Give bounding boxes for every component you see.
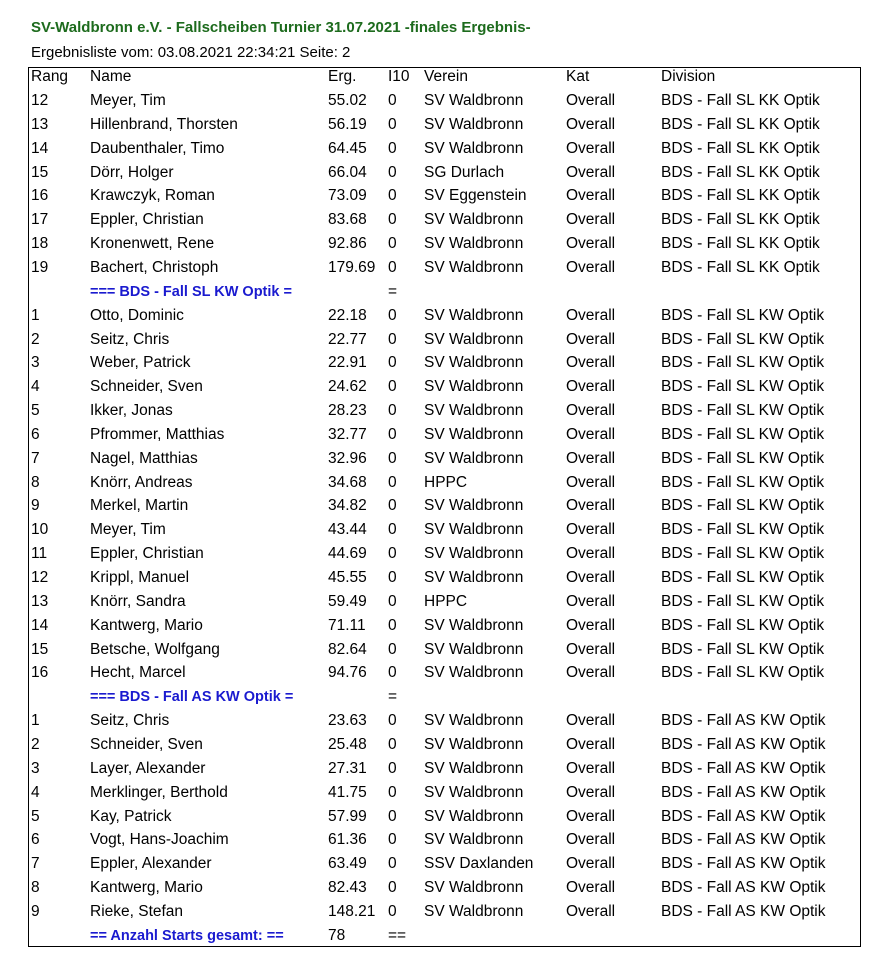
- cell-name: Otto, Dominic: [90, 306, 184, 324]
- cell-name: Knörr, Andreas: [90, 473, 193, 491]
- cell-i10: 0: [388, 783, 397, 801]
- cell-i10: 0: [388, 354, 397, 372]
- cell-name: Vogt, Hans-Joachim: [90, 831, 229, 849]
- cell-division: BDS - Fall SL KW Optik: [661, 592, 825, 610]
- cell-verein: SV Waldbronn: [424, 235, 524, 253]
- cell-division: BDS - Fall SL KW Optik: [661, 425, 825, 443]
- cell-verein: SV Waldbronn: [424, 92, 524, 109]
- cell-verein: SV Waldbronn: [424, 807, 524, 825]
- cell-rang: 15: [31, 163, 49, 181]
- cell-rang: 17: [31, 211, 49, 229]
- cell-division: BDS - Fall SL KW Optik: [661, 473, 825, 491]
- column-header-i10: I10: [388, 68, 410, 85]
- cell-verein: SV Waldbronn: [424, 616, 524, 634]
- cell-verein: SV Eggenstein: [424, 187, 527, 205]
- cell-rang: 8: [31, 879, 40, 897]
- cell-name: == Anzahl Starts gesamt: ==: [90, 927, 284, 944]
- cell-name: Weber, Patrick: [90, 354, 191, 372]
- cell-division: BDS - Fall SL KW Optik: [661, 330, 825, 348]
- cell-name: Betsche, Wolfgang: [90, 640, 220, 658]
- cell-name: Schneider, Sven: [90, 735, 203, 753]
- cell-verein: SV Waldbronn: [424, 330, 524, 348]
- cell-verein: SV Waldbronn: [424, 545, 524, 563]
- cell-erg: 71.11: [328, 616, 366, 634]
- cell-i10: 0: [388, 592, 397, 610]
- report-title: SV-Waldbronn e.V. - Fallscheiben Turnier 31.07.2021 -finales Ergebnis-: [31, 19, 531, 36]
- cell-division: BDS - Fall SL KK Optik: [661, 139, 820, 157]
- cell-rang: 5: [31, 807, 40, 825]
- cell-kat: Overall: [566, 521, 616, 539]
- cell-verein: SV Waldbronn: [424, 115, 524, 133]
- cell-division: BDS - Fall SL KK Optik: [661, 115, 820, 133]
- cell-kat: Overall: [566, 592, 616, 610]
- cell-erg: 82.64: [328, 640, 367, 658]
- cell-erg: 43.44: [328, 521, 367, 539]
- cell-name: Schneider, Sven: [90, 378, 203, 396]
- cell-erg: 28.23: [328, 402, 367, 420]
- cell-erg: 148.21: [328, 902, 376, 920]
- cell-i10: 0: [388, 521, 397, 539]
- cell-kat: Overall: [566, 354, 616, 372]
- cell-name: Pfrommer, Matthias: [90, 425, 225, 443]
- cell-name: Eppler, Christian: [90, 545, 204, 563]
- column-header-erg: Erg.: [328, 68, 357, 85]
- cell-division: BDS - Fall SL KW Optik: [661, 497, 825, 515]
- cell-name: Daubenthaler, Timo: [90, 139, 225, 157]
- cell-verein: SV Waldbronn: [424, 402, 524, 420]
- cell-erg: 22.91: [328, 354, 367, 372]
- cell-kat: Overall: [566, 258, 616, 276]
- cell-verein: SV Waldbronn: [424, 258, 524, 276]
- cell-division: BDS - Fall SL KK Optik: [661, 211, 820, 229]
- cell-rang: 14: [31, 139, 49, 157]
- cell-rang: 7: [31, 449, 40, 467]
- column-header-rang: Rang: [31, 68, 69, 85]
- cell-division: BDS - Fall AS KW Optik: [661, 712, 826, 730]
- cell-name: Kronenwett, Rene: [90, 235, 215, 253]
- cell-rang: 4: [31, 783, 40, 801]
- cell-erg: 61.36: [328, 831, 367, 849]
- cell-kat: Overall: [566, 879, 616, 897]
- cell-erg: 32.77: [328, 425, 367, 443]
- cell-i10: 0: [388, 831, 397, 849]
- cell-rang: 19: [31, 258, 49, 276]
- cell-name: Ikker, Jonas: [90, 402, 173, 420]
- cell-rang: 1: [31, 712, 40, 730]
- cell-verein: HPPC: [424, 592, 468, 610]
- cell-name: Dörr, Holger: [90, 163, 174, 181]
- cell-division: BDS - Fall SL KW Optik: [661, 306, 825, 324]
- cell-i10: 0: [388, 545, 397, 563]
- cell-i10: 0: [388, 235, 397, 253]
- cell-kat: Overall: [566, 807, 616, 825]
- cell-i10: ==: [388, 926, 407, 944]
- cell-i10: 0: [388, 735, 397, 753]
- cell-kat: Overall: [566, 783, 616, 801]
- cell-erg: 92.86: [328, 235, 367, 253]
- cell-division: BDS - Fall SL KW Optik: [661, 402, 825, 420]
- cell-rang: 14: [31, 616, 49, 634]
- cell-kat: Overall: [566, 569, 616, 586]
- cell-erg: 22.77: [328, 330, 367, 348]
- cell-rang: 16: [31, 187, 49, 205]
- cell-i10: 0: [388, 616, 397, 634]
- cell-division: BDS - Fall SL KW Optik: [661, 354, 825, 372]
- cell-verein: SV Waldbronn: [424, 306, 524, 324]
- cell-verein: SV Waldbronn: [424, 759, 524, 777]
- cell-rang: 7: [31, 855, 40, 873]
- cell-division: BDS - Fall AS KW Optik: [661, 879, 826, 897]
- cell-verein: SV Waldbronn: [424, 640, 524, 658]
- cell-division: BDS - Fall SL KW Optik: [661, 616, 825, 634]
- results-table: [28, 67, 861, 947]
- cell-name: Seitz, Chris: [90, 712, 170, 730]
- cell-erg: 24.62: [328, 378, 367, 396]
- cell-division: BDS - Fall AS KW Optik: [661, 759, 826, 777]
- cell-erg: 23.63: [328, 712, 367, 730]
- cell-i10: 0: [388, 258, 397, 276]
- cell-erg: 63.49: [328, 855, 367, 873]
- column-header-kat: Kat: [566, 68, 590, 85]
- cell-name: Kantwerg, Mario: [90, 879, 203, 897]
- cell-rang: 1: [31, 306, 40, 324]
- cell-i10: 0: [388, 497, 397, 515]
- column-header-name: Name: [90, 68, 132, 85]
- cell-kat: Overall: [566, 497, 616, 515]
- cell-i10: 0: [388, 879, 397, 897]
- cell-division: BDS - Fall SL KK Optik: [661, 92, 820, 109]
- cell-erg: 82.43: [328, 879, 367, 897]
- cell-division: BDS - Fall AS KW Optik: [661, 783, 826, 801]
- cell-kat: Overall: [566, 449, 616, 467]
- column-header-verein: Verein: [424, 68, 468, 85]
- cell-division: BDS - Fall SL KW Optik: [661, 640, 825, 658]
- cell-name: Rieke, Stefan: [90, 902, 184, 920]
- cell-verein: SV Waldbronn: [424, 783, 524, 801]
- cell-rang: 3: [31, 759, 40, 777]
- cell-verein: HPPC: [424, 473, 468, 491]
- cell-erg: 22.18: [328, 306, 367, 324]
- cell-i10: =: [388, 688, 398, 706]
- cell-erg: 34.68: [328, 473, 367, 491]
- cell-name: Merklinger, Berthold: [90, 783, 228, 801]
- cell-erg: 179.69: [328, 258, 376, 276]
- cell-name: Kay, Patrick: [90, 807, 172, 825]
- cell-kat: Overall: [566, 712, 616, 730]
- cell-name: Nagel, Matthias: [90, 449, 198, 467]
- cell-kat: Overall: [566, 163, 616, 181]
- cell-name: Eppler, Christian: [90, 211, 204, 229]
- cell-erg: 44.69: [328, 545, 367, 563]
- cell-kat: Overall: [566, 211, 616, 229]
- cell-i10: 0: [388, 569, 397, 586]
- cell-division: BDS - Fall SL KK Optik: [661, 187, 820, 205]
- cell-i10: 0: [388, 187, 397, 205]
- cell-name: Merkel, Martin: [90, 497, 189, 515]
- cell-division: BDS - Fall AS KW Optik: [661, 735, 826, 753]
- cell-rang: 9: [31, 902, 40, 920]
- cell-name: === BDS - Fall SL KW Optik =: [90, 283, 292, 300]
- cell-rang: 13: [31, 115, 49, 133]
- cell-division: BDS - Fall SL KW Optik: [661, 569, 825, 586]
- cell-verein: SV Waldbronn: [424, 664, 524, 682]
- cell-erg: 45.55: [328, 569, 367, 586]
- cell-verein: SV Waldbronn: [424, 354, 524, 372]
- cell-kat: Overall: [566, 425, 616, 443]
- cell-verein: SV Waldbronn: [424, 497, 524, 515]
- cell-name: Meyer, Tim: [90, 521, 166, 539]
- cell-verein: SV Waldbronn: [424, 569, 524, 586]
- column-header-division: Division: [661, 68, 716, 85]
- report-subtitle: Ergebnisliste vom: 03.08.2021 22:34:21 Seite: 2: [31, 44, 351, 61]
- cell-rang: 4: [31, 378, 40, 396]
- cell-kat: Overall: [566, 664, 616, 682]
- cell-i10: 0: [388, 330, 397, 348]
- cell-rang: 2: [31, 330, 40, 348]
- cell-division: BDS - Fall AS KW Optik: [661, 902, 826, 920]
- cell-kat: Overall: [566, 831, 616, 849]
- cell-rang: 16: [31, 664, 49, 682]
- cell-division: BDS - Fall SL KW Optik: [661, 378, 825, 396]
- cell-rang: 15: [31, 640, 49, 658]
- cell-erg: 73.09: [328, 187, 367, 205]
- cell-erg: 32.96: [328, 449, 367, 467]
- cell-erg: 66.04: [328, 163, 367, 181]
- cell-name: Layer, Alexander: [90, 759, 206, 777]
- cell-i10: 0: [388, 378, 397, 396]
- cell-kat: Overall: [566, 330, 616, 348]
- cell-division: BDS - Fall SL KW Optik: [661, 449, 825, 467]
- cell-verein: SSV Daxlanden: [424, 855, 534, 873]
- cell-name: Hecht, Marcel: [90, 664, 186, 682]
- cell-kat: Overall: [566, 402, 616, 420]
- cell-erg: 25.48: [328, 735, 367, 753]
- cell-verein: SV Waldbronn: [424, 831, 524, 849]
- cell-verein: SV Waldbronn: [424, 449, 524, 467]
- cell-name: Eppler, Alexander: [90, 855, 212, 873]
- cell-name: Knörr, Sandra: [90, 592, 186, 610]
- cell-i10: 0: [388, 115, 397, 133]
- cell-kat: Overall: [566, 306, 616, 324]
- cell-name: Krawczyk, Roman: [90, 187, 215, 205]
- cell-i10: 0: [388, 664, 397, 682]
- cell-rang: 6: [31, 831, 40, 849]
- cell-name: Krippl, Manuel: [90, 569, 190, 586]
- cell-i10: 0: [388, 640, 397, 658]
- cell-erg: 83.68: [328, 211, 367, 229]
- cell-rang: 18: [31, 235, 49, 253]
- cell-name: Kantwerg, Mario: [90, 616, 203, 634]
- cell-rang: 6: [31, 425, 40, 443]
- cell-erg: 94.76: [328, 664, 367, 682]
- cell-i10: 0: [388, 92, 397, 109]
- cell-i10: 0: [388, 807, 397, 825]
- cell-verein: SV Waldbronn: [424, 521, 524, 539]
- cell-i10: =: [388, 282, 398, 300]
- cell-rang: 9: [31, 497, 40, 515]
- cell-division: BDS - Fall SL KK Optik: [661, 258, 820, 276]
- cell-i10: 0: [388, 139, 397, 157]
- cell-rang: 12: [31, 92, 49, 109]
- cell-verein: SV Waldbronn: [424, 139, 524, 157]
- cell-erg: 78: [328, 926, 346, 944]
- cell-erg: 57.99: [328, 807, 367, 825]
- cell-i10: 0: [388, 473, 397, 491]
- cell-name: Meyer, Tim: [90, 92, 166, 109]
- cell-kat: Overall: [566, 545, 616, 563]
- cell-kat: Overall: [566, 640, 616, 658]
- cell-i10: 0: [388, 759, 397, 777]
- cell-erg: 59.49: [328, 592, 367, 610]
- cell-rang: 13: [31, 592, 49, 610]
- cell-division: BDS - Fall SL KW Optik: [661, 545, 825, 563]
- cell-verein: SV Waldbronn: [424, 902, 524, 920]
- cell-i10: 0: [388, 402, 397, 420]
- cell-kat: Overall: [566, 759, 616, 777]
- cell-division: BDS - Fall AS KW Optik: [661, 831, 826, 849]
- cell-verein: SG Durlach: [424, 163, 505, 181]
- cell-kat: Overall: [566, 735, 616, 753]
- cell-verein: SV Waldbronn: [424, 425, 524, 443]
- cell-name: Hillenbrand, Thorsten: [90, 115, 238, 133]
- cell-kat: Overall: [566, 616, 616, 634]
- cell-kat: Overall: [566, 92, 616, 109]
- cell-kat: Overall: [566, 902, 616, 920]
- cell-kat: Overall: [566, 115, 616, 133]
- cell-i10: 0: [388, 306, 397, 324]
- cell-i10: 0: [388, 855, 397, 873]
- cell-kat: Overall: [566, 187, 616, 205]
- cell-rang: 8: [31, 473, 40, 491]
- cell-verein: SV Waldbronn: [424, 879, 524, 897]
- cell-erg: 56.19: [328, 115, 367, 133]
- cell-division: BDS - Fall SL KW Optik: [661, 664, 825, 682]
- cell-rang: 5: [31, 402, 40, 420]
- cell-i10: 0: [388, 425, 397, 443]
- cell-rang: 11: [31, 545, 48, 563]
- cell-erg: 27.31: [328, 759, 367, 777]
- cell-erg: 41.75: [328, 783, 367, 801]
- cell-kat: Overall: [566, 139, 616, 157]
- cell-name: Seitz, Chris: [90, 330, 170, 348]
- cell-rang: 2: [31, 735, 40, 753]
- cell-rang: 3: [31, 354, 40, 372]
- cell-i10: 0: [388, 449, 397, 467]
- cell-division: BDS - Fall SL KK Optik: [661, 235, 820, 253]
- cell-verein: SV Waldbronn: [424, 378, 524, 396]
- cell-i10: 0: [388, 163, 397, 181]
- cell-division: BDS - Fall SL KK Optik: [661, 163, 820, 181]
- cell-name: === BDS - Fall AS KW Optik =: [90, 689, 294, 706]
- cell-division: BDS - Fall SL KW Optik: [661, 521, 825, 539]
- cell-i10: 0: [388, 211, 397, 229]
- cell-kat: Overall: [566, 378, 616, 396]
- cell-i10: 0: [388, 712, 397, 730]
- cell-verein: SV Waldbronn: [424, 735, 524, 753]
- cell-i10: 0: [388, 902, 397, 920]
- cell-rang: 12: [31, 569, 49, 586]
- cell-erg: 55.02: [328, 92, 367, 109]
- cell-division: BDS - Fall AS KW Optik: [661, 807, 826, 825]
- cell-erg: 34.82: [328, 497, 367, 515]
- cell-erg: 64.45: [328, 139, 367, 157]
- cell-kat: Overall: [566, 473, 616, 491]
- cell-verein: SV Waldbronn: [424, 211, 524, 229]
- cell-kat: Overall: [566, 235, 616, 253]
- cell-name: Bachert, Christoph: [90, 258, 219, 276]
- cell-kat: Overall: [566, 855, 616, 873]
- cell-division: BDS - Fall AS KW Optik: [661, 855, 826, 873]
- cell-rang: 10: [31, 521, 49, 539]
- cell-verein: SV Waldbronn: [424, 712, 524, 730]
